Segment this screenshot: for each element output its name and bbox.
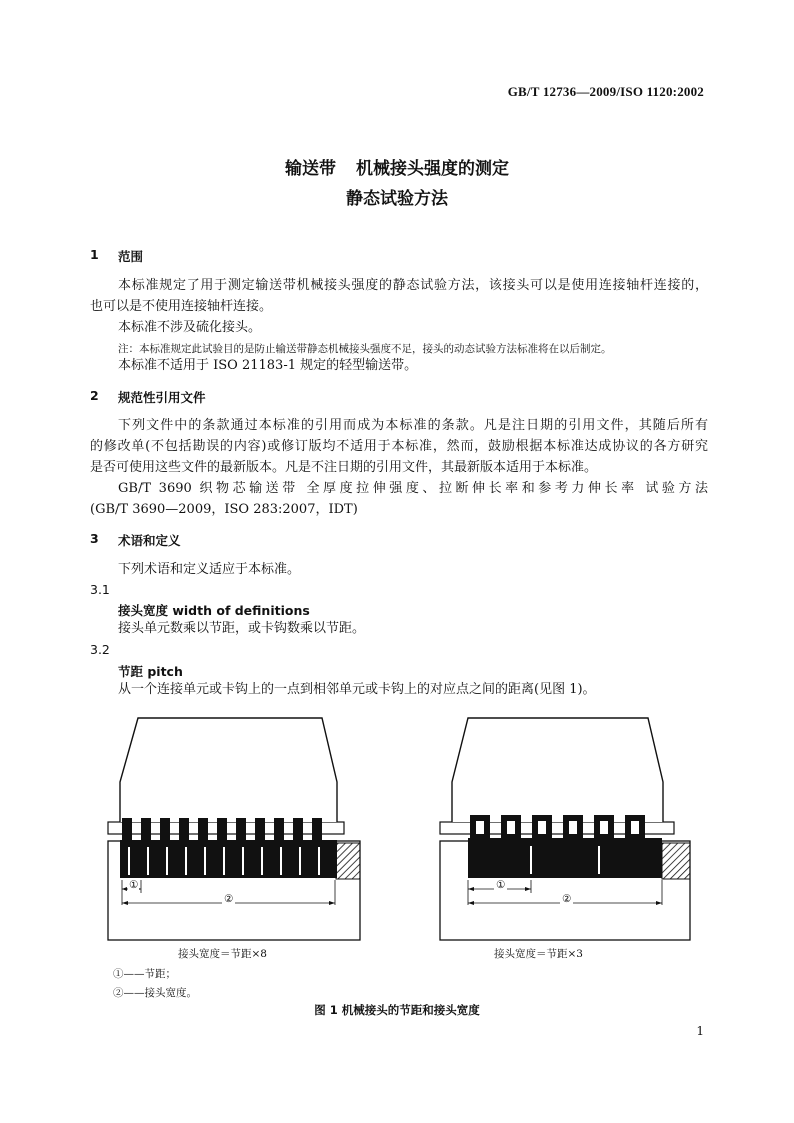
section-2-para1-line2: 的修改单(不包括勘误的内容)或修订版均不适用于本标准，然而，鼓励根据本标准达成协议的各方研究 bbox=[90, 439, 708, 454]
right-joint-diagram bbox=[440, 718, 690, 940]
right-pitch-marker: ① bbox=[496, 879, 506, 891]
left-clamp-body bbox=[120, 718, 337, 822]
figure-1-caption: 图 1 机械接头的节距和接头宽度 bbox=[314, 1003, 480, 1017]
section-1-para2: 本标准不涉及硫化接头。 bbox=[118, 320, 262, 335]
term-3-1-number: 3.1 bbox=[90, 582, 110, 597]
section-1-note: 注：本标准规定此试验目的是防止输送带静态机械接头强度不足，接头的动态试验方法标准将在以后制定。 bbox=[118, 343, 612, 355]
left-width-marker: ② bbox=[224, 893, 234, 905]
figure-legend-pitch: ①——节距； bbox=[113, 968, 176, 980]
term-3-2-definition: 从一个连接单元或卡钩上的一点到相邻单元或卡钩上的对应点之间的距离(见图 1)。 bbox=[118, 682, 596, 697]
left-diagram-label: 接头宽度＝节距×8 bbox=[178, 948, 267, 960]
left-hatched-belt-end bbox=[336, 843, 360, 879]
section-2-title: 规范性引用文件 bbox=[118, 390, 206, 405]
section-1-para1-line2: 也可以是不使用连接轴杆连接。 bbox=[90, 299, 273, 314]
section-2-number: 2 bbox=[90, 388, 99, 403]
term-3-1-name: 接头宽度 width of definitions bbox=[118, 603, 310, 618]
left-pitch-marker: ① bbox=[129, 879, 139, 891]
term-3-2-number: 3.2 bbox=[90, 642, 110, 657]
section-3-title: 术语和定义 bbox=[118, 533, 181, 548]
term-3-1-definition: 接头单元数乘以节距，或卡钩数乘以节距。 bbox=[118, 621, 366, 636]
right-width-marker: ② bbox=[562, 893, 572, 905]
reference-gbt3690-line1: GB/T 3690 织物芯输送带 全厚度拉伸强度、拉断伸长率和参考力伸长率 试验方法 bbox=[118, 481, 708, 496]
document-title-line1: 输送带 机械接头强度的测定 bbox=[285, 159, 509, 179]
section-3-intro: 下列术语和定义适应于本标准。 bbox=[118, 562, 301, 577]
right-diagram-label: 接头宽度＝节距×3 bbox=[494, 948, 583, 960]
term-3-2-name: 节距 pitch bbox=[118, 664, 183, 679]
section-2-para1-line3: 是否可使用这些文件的最新版本。凡是不注日期的引用文件，其最新版本适用于本标准。 bbox=[90, 460, 598, 475]
reference-gbt3690-line2: (GB/T 3690—2009，ISO 283:2007，IDT) bbox=[90, 502, 358, 517]
section-1-para1-line1: 本标准规定了用于测定输送带机械接头强度的静态试验方法，该接头可以是使用连接轴杆连接的， bbox=[118, 278, 708, 293]
right-hatched-belt-end bbox=[662, 843, 690, 879]
left-joint-diagram bbox=[108, 718, 360, 940]
section-2-para1-line1: 下列文件中的条款通过本标准的引用而成为本标准的条款。凡是注日期的引用文件，其随后所有 bbox=[118, 418, 708, 433]
right-clamp-body bbox=[452, 718, 663, 822]
document-title-line2: 静态试验方法 bbox=[346, 189, 448, 209]
figure-legend-width: ②——接头宽度。 bbox=[113, 987, 197, 999]
standard-number: GB/T 12736—2009/ISO 1120:2002 bbox=[507, 84, 704, 99]
section-1-number: 1 bbox=[90, 247, 99, 262]
figure-1-diagram bbox=[0, 700, 794, 950]
section-1-title: 范围 bbox=[118, 249, 144, 264]
section-1-para3: 本标准不适用于 ISO 21183-1 规定的轻型输送带。 bbox=[118, 358, 418, 373]
section-3-number: 3 bbox=[90, 531, 99, 546]
page-number: 1 bbox=[696, 1024, 704, 1038]
